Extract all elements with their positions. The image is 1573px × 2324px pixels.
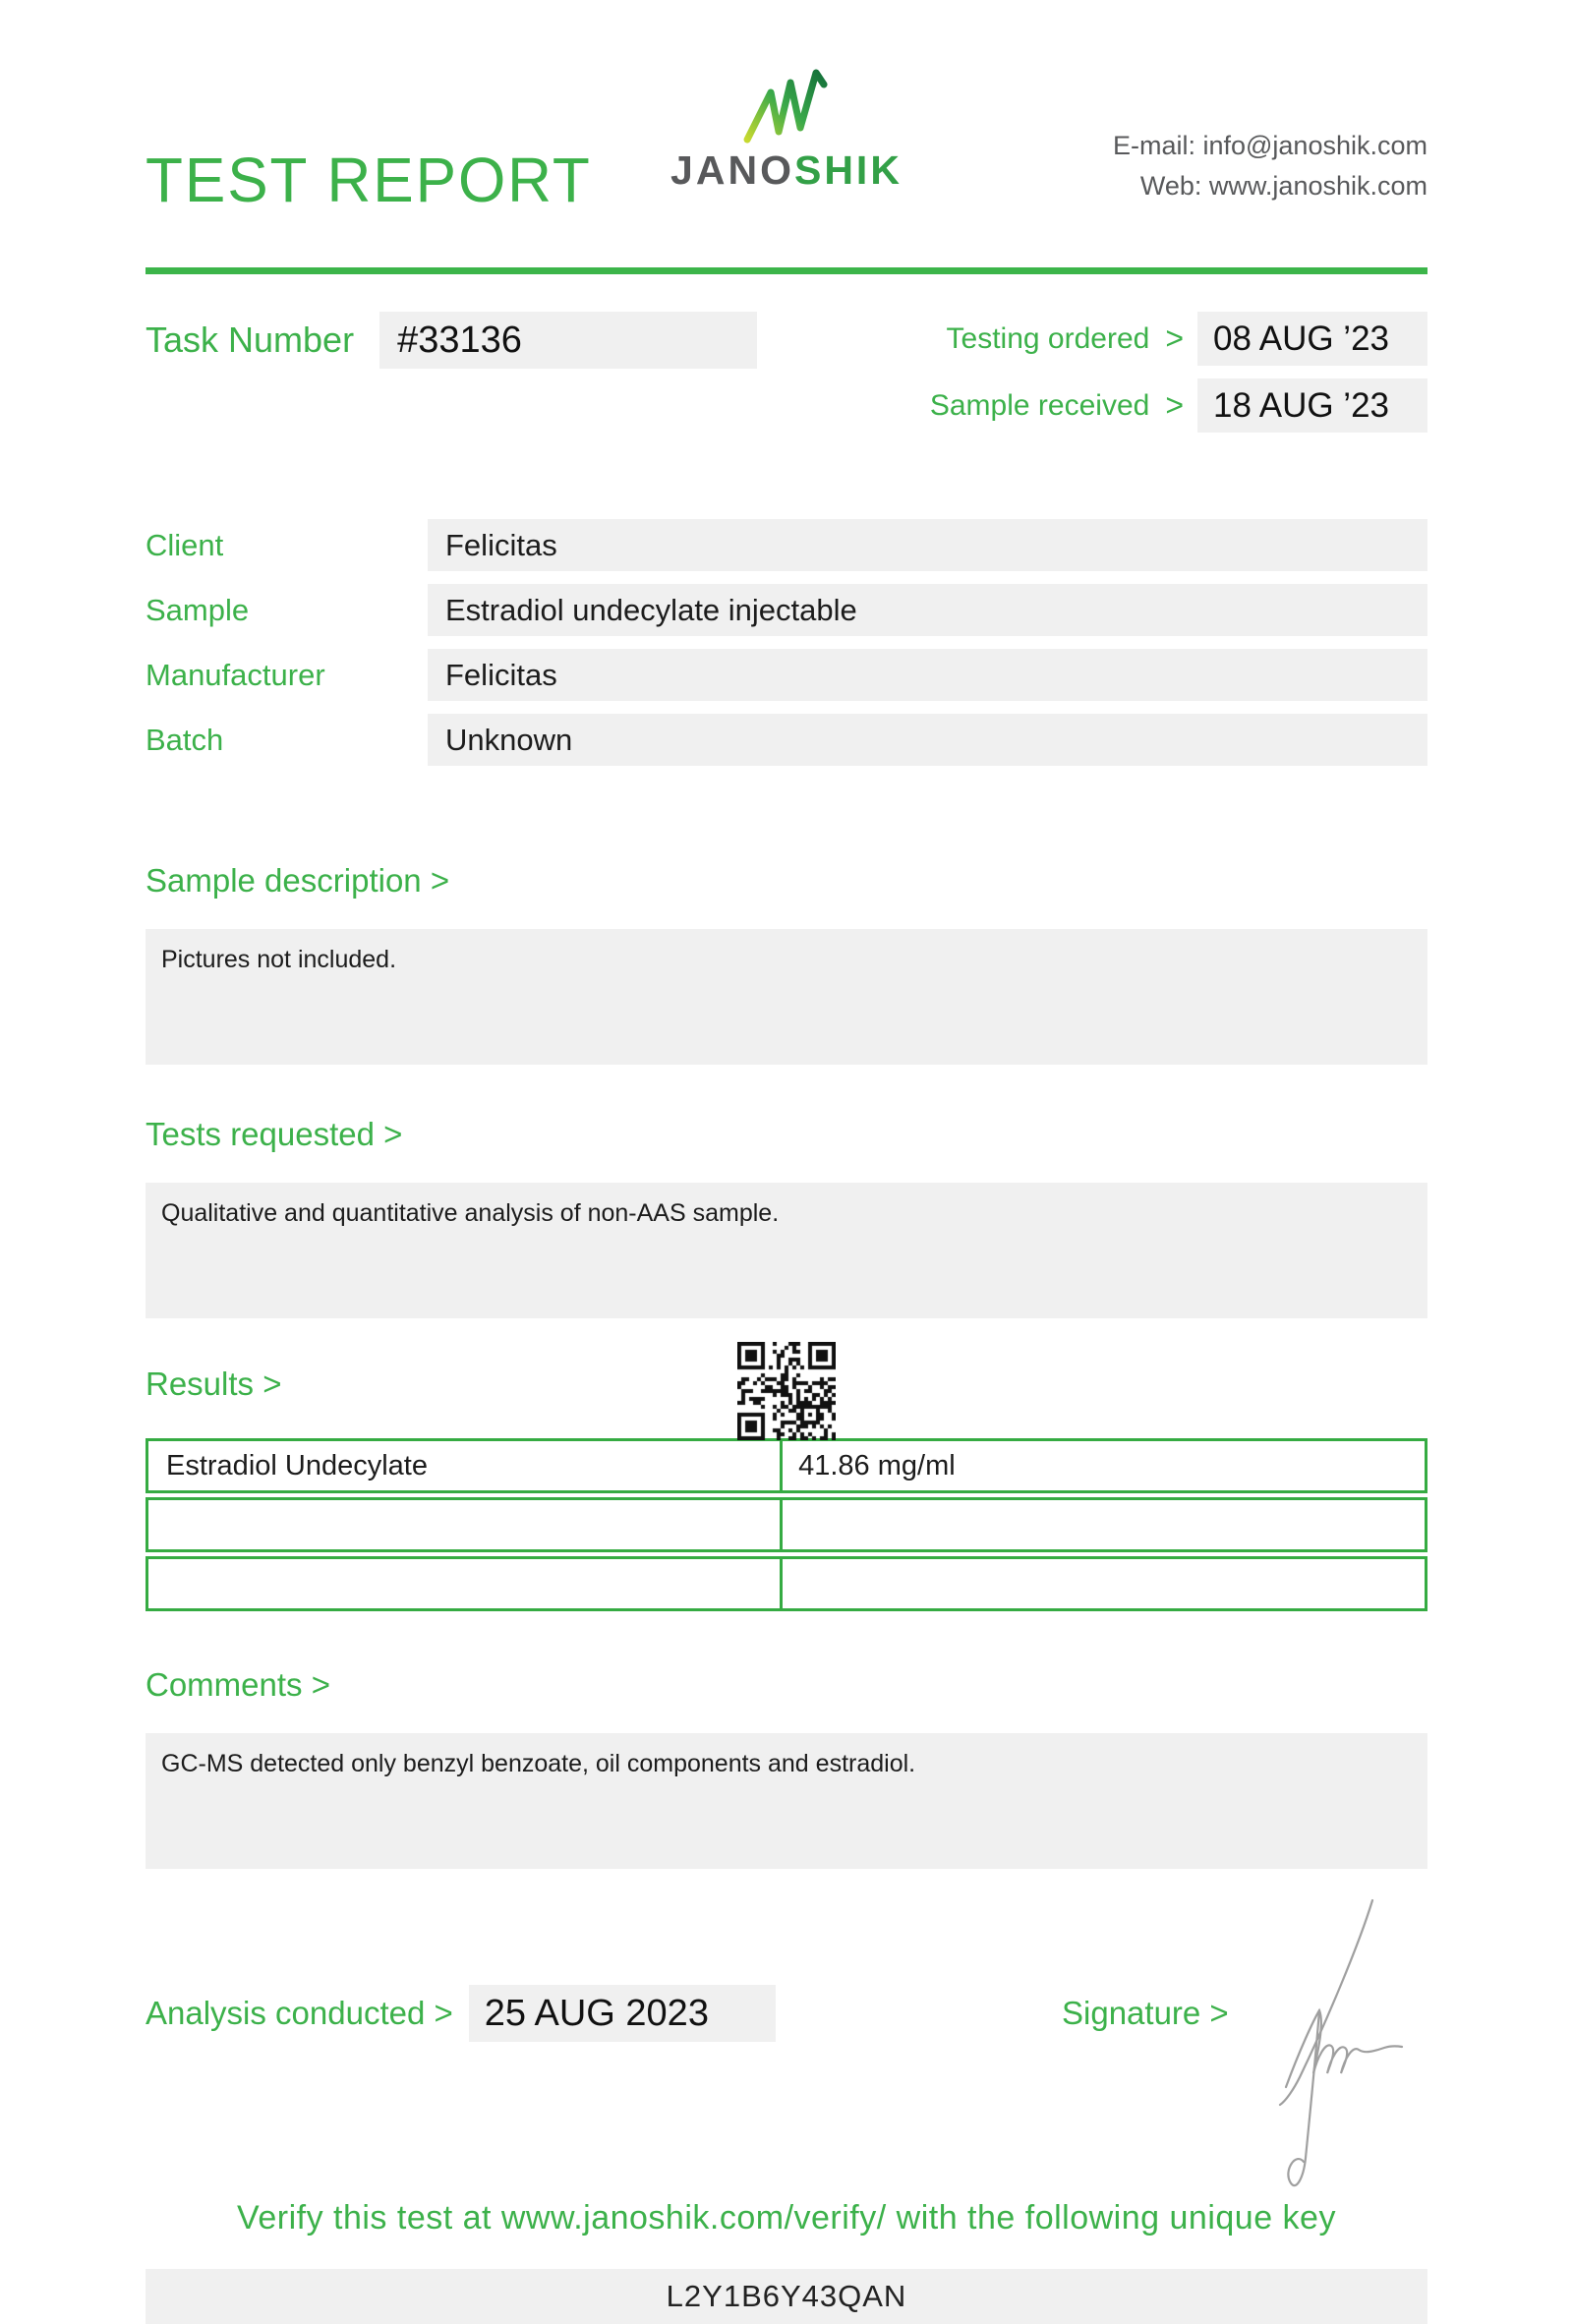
header-divider (146, 267, 1427, 274)
signature-label: Signature > (1062, 1995, 1229, 2031)
sample-received-row (930, 378, 1427, 433)
sample-info-list (146, 519, 1427, 766)
results-head-row (146, 1330, 1427, 1438)
verify-text: Verify this test at www.janoshik.com/verify/ with the following unique key (237, 2199, 1336, 2237)
client-label: Client (146, 527, 224, 562)
manufacturer-label: Manufacturer (146, 657, 325, 692)
email-line: E-mail: info@janoshik.com (1112, 131, 1427, 160)
report-header (146, 0, 1427, 267)
batch-value: Unknown (428, 714, 1427, 766)
logo-word-gray: JANO (670, 147, 794, 193)
logo-word-green: SHIK (793, 147, 903, 193)
page-title: TEST REPORT (146, 145, 592, 215)
sample-description-heading: Sample description > (146, 862, 450, 899)
result-compound-cell (148, 1500, 783, 1549)
testing-ordered-value: 08 AUG ’23 (1197, 312, 1427, 366)
web-line: Web: www.janoshik.com (1139, 171, 1427, 201)
verify-key: L2Y1B6Y43QAN (146, 2269, 1427, 2324)
result-value-cell: 41.86 mg/ml (798, 1449, 956, 1482)
janoshik-logo (670, 65, 903, 194)
testing-ordered-row (930, 312, 1427, 366)
tests-requested-heading: Tests requested > (146, 1116, 403, 1152)
sample-received-label: Sample received (929, 388, 1150, 422)
table-row (146, 1438, 1427, 1493)
result-compound-cell: Estradiol Undecylate (148, 1441, 783, 1490)
task-number-group (146, 312, 757, 369)
result-compound-cell (148, 1559, 783, 1608)
comments-heading: Comments > (146, 1666, 330, 1703)
sample-value: Estradiol undecylate injectable (428, 584, 1427, 636)
tests-requested-body: Qualitative and quantitative analysis of non-AAS sample. (146, 1183, 1427, 1318)
analysis-conducted-label: Analysis conducted > (146, 1995, 453, 2031)
section-sample-description (146, 862, 1427, 1065)
meta-row (146, 312, 1427, 433)
dates-block (930, 312, 1427, 433)
info-row-batch (146, 714, 1427, 766)
results-heading: Results > (146, 1365, 282, 1402)
results-table (146, 1438, 1427, 1611)
trend-chart-icon (741, 65, 832, 145)
chevron-right-icon: > (1165, 387, 1184, 423)
analysis-signature-row (146, 1985, 1427, 2042)
sample-description-body: Pictures not included. (146, 929, 1427, 1065)
task-number-value: #33136 (379, 312, 757, 369)
table-row (146, 1556, 1427, 1611)
sample-received-value: 18 AUG ’23 (1197, 378, 1427, 433)
testing-ordered-label: Testing ordered (946, 321, 1150, 355)
manufacturer-value: Felicitas (428, 649, 1427, 701)
section-comments (146, 1666, 1427, 1869)
task-number-label: Task Number (146, 320, 355, 360)
batch-label: Batch (146, 722, 224, 757)
info-row-manufacturer (146, 649, 1427, 701)
comments-body: GC-MS detected only benzyl benzoate, oil components and estradiol. (146, 1733, 1427, 1869)
chevron-right-icon: > (1165, 320, 1184, 356)
contact-block (1113, 126, 1427, 206)
result-value-cell (783, 1559, 1425, 1608)
analysis-conducted-value: 25 AUG 2023 (469, 1985, 776, 2042)
section-tests-requested (146, 1116, 1427, 1318)
table-row (146, 1497, 1427, 1552)
signature-scribble (1256, 1894, 1414, 2219)
logo-wordmark (670, 147, 903, 194)
info-row-sample (146, 584, 1427, 636)
section-results (146, 1330, 1427, 1611)
qr-code (737, 1342, 836, 1440)
info-row-client (146, 519, 1427, 571)
sample-label: Sample (146, 592, 250, 627)
client-value: Felicitas (428, 519, 1427, 571)
result-value-cell (783, 1500, 1425, 1549)
